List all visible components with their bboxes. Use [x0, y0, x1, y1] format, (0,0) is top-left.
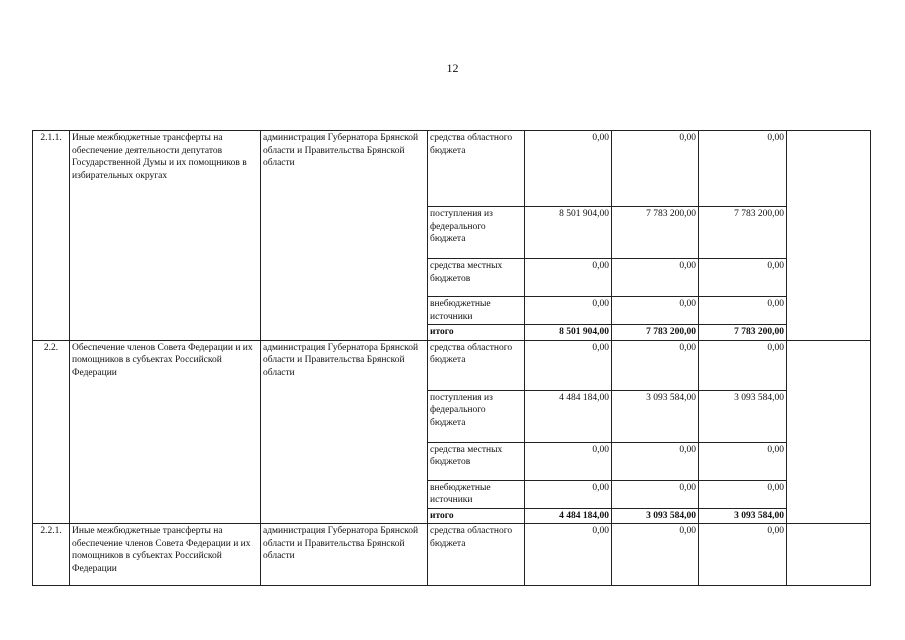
amount-year-2: 0,00	[612, 259, 699, 297]
funding-source: средства местных бюджетов	[428, 442, 525, 480]
funding-source: поступления из федерального бюджета	[428, 207, 525, 259]
funding-source-total: итого	[428, 325, 525, 341]
amount-year-3: 0,00	[699, 131, 787, 207]
amount-year-1: 0,00	[525, 297, 612, 325]
item-executor: администрация Губернатора Брянской области и Правительства Брянской области	[261, 340, 428, 524]
amount-year-3: 0,00	[699, 340, 787, 390]
item-number: 2.1.1.	[33, 131, 70, 341]
item-number: 2.2.1.	[33, 524, 70, 586]
funding-source: поступления из федерального бюджета	[428, 390, 525, 442]
item-name: Иные межбюджетные трансферты на обеспечение деятельности депутатов Государственной Думы и их помощников в избирательных округах	[70, 131, 261, 341]
amount-year-2: 7 783 200,00	[612, 207, 699, 259]
amount-year-1: 0,00	[525, 131, 612, 207]
empty-cell	[787, 131, 871, 341]
funding-source: средства областного бюджета	[428, 340, 525, 390]
amount-year-3: 0,00	[699, 442, 787, 480]
funding-source: средства областного бюджета	[428, 131, 525, 207]
amount-year-1: 4 484 184,00	[525, 508, 612, 524]
item-executor: администрация Губернатора Брянской области и Правительства Брянской области	[261, 524, 428, 586]
amount-year-2: 3 093 584,00	[612, 508, 699, 524]
funding-source: средства областного бюджета	[428, 524, 525, 586]
table-row	[33, 524, 871, 586]
amount-year-2: 0,00	[612, 297, 699, 325]
amount-year-3: 0,00	[699, 480, 787, 508]
amount-year-3: 0,00	[699, 297, 787, 325]
amount-year-2: 7 783 200,00	[612, 325, 699, 341]
table-row	[33, 340, 871, 390]
amount-year-3: 3 093 584,00	[699, 390, 787, 442]
funding-source: внебюджетные источники	[428, 297, 525, 325]
amount-year-3: 0,00	[699, 524, 787, 586]
amount-year-1: 0,00	[525, 340, 612, 390]
amount-year-1: 8 501 904,00	[525, 325, 612, 341]
amount-year-3: 3 093 584,00	[699, 508, 787, 524]
funding-source: внебюджетные источники	[428, 480, 525, 508]
funding-source-total: итого	[428, 508, 525, 524]
amount-year-2: 0,00	[612, 131, 699, 207]
amount-year-1: 0,00	[525, 480, 612, 508]
page-number: 12	[446, 61, 459, 75]
empty-cell	[787, 524, 871, 586]
amount-year-1: 4 484 184,00	[525, 390, 612, 442]
amount-year-2: 0,00	[612, 524, 699, 586]
empty-cell	[787, 340, 871, 524]
amount-year-2: 0,00	[612, 442, 699, 480]
item-executor: администрация Губернатора Брянской области и Правительства Брянской области	[261, 131, 428, 341]
table-row	[33, 131, 871, 207]
amount-year-1: 8 501 904,00	[525, 207, 612, 259]
budget-table	[32, 130, 871, 586]
amount-year-1: 0,00	[525, 524, 612, 586]
amount-year-2: 0,00	[612, 480, 699, 508]
amount-year-2: 0,00	[612, 340, 699, 390]
item-name: Обеспечение членов Совета Федерации и их помощников в субъектах Российской Федерации	[70, 340, 261, 524]
amount-year-3: 7 783 200,00	[699, 207, 787, 259]
amount-year-3: 7 783 200,00	[699, 325, 787, 341]
amount-year-1: 0,00	[525, 259, 612, 297]
item-name: Иные межбюджетные трансферты на обеспечение членов Совета Федерации и их помощников в субъектах Российской Федерации	[70, 524, 261, 586]
amount-year-2: 3 093 584,00	[612, 390, 699, 442]
amount-year-1: 0,00	[525, 442, 612, 480]
item-number: 2.2.	[33, 340, 70, 524]
amount-year-3: 0,00	[699, 259, 787, 297]
funding-source: средства местных бюджетов	[428, 259, 525, 297]
